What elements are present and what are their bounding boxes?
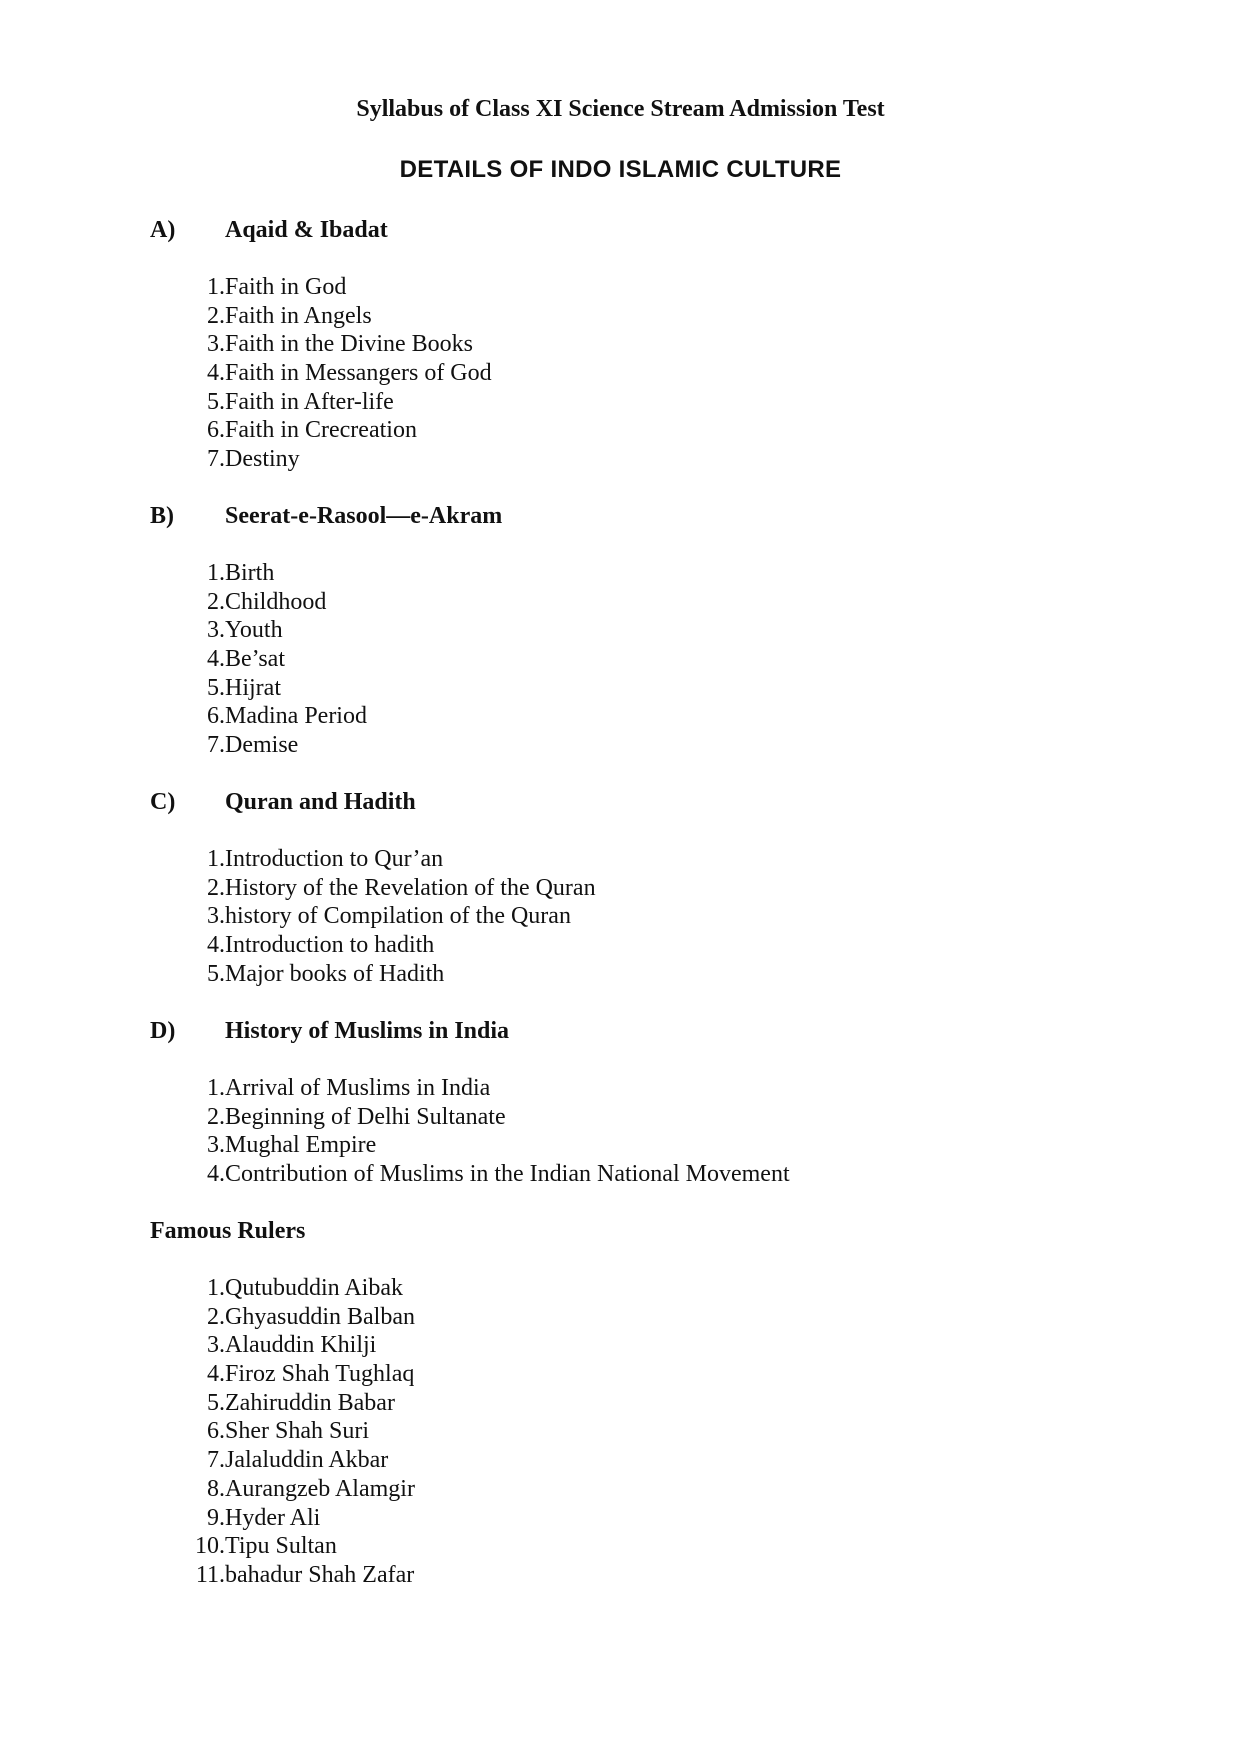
list-item-text: Faith in God (225, 274, 347, 300)
section-seerat-e-rasool (150, 501, 1150, 760)
list-item-number: 2. (207, 588, 225, 615)
list-item-number: 1. (207, 1075, 225, 1101)
list-item-number: 4. (207, 932, 225, 959)
list-item-text: Firoz Shah Tughlaq (225, 1361, 415, 1388)
list-item-number: 6. (207, 417, 225, 444)
section-history-muslims-india (150, 1016, 1150, 1189)
section-letter: A) (150, 217, 176, 243)
section-list (150, 559, 1150, 760)
list-item-number: 3. (207, 331, 225, 358)
list-item-text: Faith in the Divine Books (225, 331, 473, 358)
list-item-text: Beginning of Delhi Sultanate (225, 1103, 506, 1130)
list-item-number: 5. (207, 388, 225, 415)
list-item (150, 1131, 1150, 1160)
list-item-text: history of Compilation of the Quran (225, 903, 571, 930)
list-item (150, 1446, 1150, 1475)
list-item-number: 3. (207, 1132, 225, 1159)
list-item-number: 7. (207, 1447, 225, 1474)
list-item-number: 1. (207, 274, 225, 300)
list-item-number: 5. (207, 674, 225, 701)
section-famous-rulers (150, 1216, 1150, 1590)
list-item (150, 1331, 1150, 1360)
list-item (150, 874, 1150, 903)
section-list (150, 1274, 1150, 1590)
section-heading (150, 787, 1150, 817)
list-item (150, 616, 1150, 645)
list-item-text: Mughal Empire (225, 1132, 377, 1159)
list-item (150, 645, 1150, 674)
list-item-text: Sher Shah Suri (225, 1418, 369, 1445)
list-item-number: 2. (207, 1303, 225, 1330)
section-title: Seerat-e-Rasool—e-Akram (225, 503, 503, 529)
list-item (150, 1561, 1150, 1590)
list-item (150, 273, 1150, 302)
page-subtitle: DETAILS OF INDO ISLAMIC CULTURE (399, 156, 842, 183)
list-item-number: 7. (207, 732, 225, 759)
section-aqaid-ibadat (150, 215, 1150, 474)
list-item-text: Introduction to Qur’an (225, 846, 444, 872)
list-item-text: Jalaluddin Akbar (225, 1447, 389, 1474)
list-item-text: Youth (225, 617, 283, 644)
list-item (150, 902, 1150, 931)
section-heading (150, 1216, 1150, 1246)
list-item-number: 4. (207, 1361, 225, 1388)
list-item-text: bahadur Shah Zafar (225, 1561, 415, 1588)
list-item-text: Qutubuddin Aibak (225, 1275, 403, 1301)
list-item (150, 1103, 1150, 1132)
list-item-number: 2. (207, 1103, 225, 1130)
list-item (150, 1389, 1150, 1418)
list-item-text: Faith in Messangers of God (225, 360, 492, 387)
list-item-text: Birth (225, 560, 275, 586)
list-item-text: Demise (225, 732, 299, 759)
list-item-number: 10. (195, 1533, 225, 1560)
list-item-number: 3. (207, 903, 225, 930)
list-item-number: 3. (207, 617, 225, 644)
list-item-number: 1. (207, 1275, 225, 1301)
list-item-number: 4. (207, 646, 225, 673)
section-list (150, 273, 1150, 474)
list-item-text: Tipu Sultan (225, 1533, 337, 1560)
list-item-number: 5. (207, 1389, 225, 1416)
list-item-text: Hyder Ali (225, 1504, 321, 1531)
section-title: Aqaid & Ibadat (225, 217, 388, 243)
list-item-text: Arrival of Muslims in India (225, 1075, 491, 1101)
list-item-number: 5. (207, 960, 225, 987)
list-item-text: Childhood (225, 588, 327, 615)
list-item-text: Major books of Hadith (225, 960, 445, 987)
list-item-number: 2. (207, 874, 225, 901)
list-item-number: 11. (195, 1561, 225, 1588)
list-item (150, 960, 1150, 989)
list-item-number: 1. (207, 560, 225, 586)
list-item (150, 931, 1150, 960)
section-title: Quran and Hadith (225, 789, 416, 815)
list-item-text: Contribution of Muslims in the Indian National Movement (225, 1161, 790, 1188)
section-heading (150, 501, 1150, 531)
page-title: Syllabus of Class XI Science Stream Admission Test (356, 96, 885, 122)
section-letter: D) (150, 1018, 176, 1044)
list-item (150, 1532, 1150, 1561)
list-item-text: Faith in After-life (225, 388, 394, 415)
list-item (150, 388, 1150, 417)
list-item (150, 1417, 1150, 1446)
list-item (150, 1360, 1150, 1389)
list-item (150, 674, 1150, 703)
list-item-number: 6. (207, 703, 225, 730)
list-item (150, 1160, 1150, 1189)
list-item-number: 8. (207, 1475, 225, 1502)
section-letter: B) (150, 503, 174, 529)
list-item (150, 1074, 1150, 1103)
list-item (150, 588, 1150, 617)
list-item-text: Ghyasuddin Balban (225, 1303, 415, 1330)
list-item (150, 302, 1150, 331)
list-item-text: History of the Revelation of the Quran (225, 874, 596, 901)
section-quran-hadith (150, 787, 1150, 988)
list-item (150, 1274, 1150, 1303)
section-title: History of Muslims in India (225, 1018, 510, 1044)
list-item (150, 330, 1150, 359)
list-item-number: 9. (207, 1504, 225, 1531)
list-item-text: Introduction to hadith (225, 932, 435, 959)
list-item-text: Faith in Angels (225, 302, 372, 329)
list-item-text: Hijrat (225, 674, 281, 701)
list-item-number: 2. (207, 302, 225, 329)
section-heading (150, 1016, 1150, 1046)
list-item (150, 731, 1150, 760)
section-list (150, 845, 1150, 988)
section-letter: C) (150, 789, 176, 815)
list-item-text: Faith in Crecreation (225, 417, 417, 444)
section-title: Famous Rulers (150, 1218, 306, 1244)
list-item-text: Madina Period (225, 703, 367, 730)
list-item (150, 1303, 1150, 1332)
list-item-number: 1. (207, 846, 225, 872)
list-item-text: Aurangzeb Alamgir (225, 1475, 415, 1502)
list-item-number: 3. (207, 1332, 225, 1359)
list-item (150, 559, 1150, 588)
list-item (150, 1475, 1150, 1504)
section-list (150, 1074, 1150, 1189)
list-item-number: 6. (207, 1418, 225, 1445)
list-item-text: Destiny (225, 446, 300, 473)
list-item-text: Be’sat (225, 646, 285, 673)
list-item-number: 4. (207, 1161, 225, 1188)
list-item (150, 416, 1150, 445)
section-heading (150, 215, 1150, 245)
list-item-text: Zahiruddin Babar (225, 1389, 395, 1416)
list-item-number: 4. (207, 360, 225, 387)
list-item (150, 845, 1150, 874)
list-item (150, 359, 1150, 388)
list-item (150, 445, 1150, 474)
list-item-text: Alauddin Khilji (225, 1332, 377, 1359)
list-item (150, 1504, 1150, 1533)
list-item (150, 702, 1150, 731)
list-item-number: 7. (207, 446, 225, 473)
